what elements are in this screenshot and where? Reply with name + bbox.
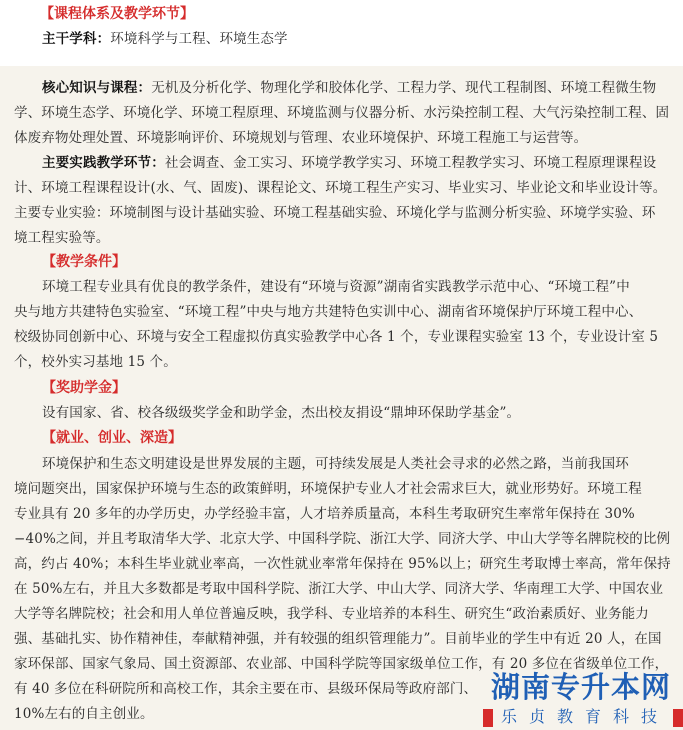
core-line-2: 学、环境生态学、环境化学、环境工程原理、环境监测与仪器分析、水污染控制工程、大气污染控制工程、固 (14, 105, 670, 121)
career-line-7: 大学等名牌院校；社会和用人单位普遍反映，我学科、专业培养的本科生、研究生“政治素质好、业务能力 (14, 606, 649, 622)
practice-line-2: 计、环境工程课程设计(水、气、固废)、课程论文、环境工程生产实习、毕业实习、毕业论文和毕业设计等。 (14, 180, 667, 196)
curriculum-header: 【课程体系及教学环节】 (40, 6, 194, 22)
practice-line-1 (42, 153, 656, 173)
conditions-line-2: 央与地方共建特色实验室、“环境工程”中央与地方共建特色实训中心、湖南省环境保护厅环境工程中心、 (14, 304, 643, 320)
career-line-4: −40%之间，并且考取清华大学、北京大学、中国科学院、浙江大学、同济大学、中山大学等名牌院校的比例 (14, 531, 671, 547)
core-label: 核心知识与课程： (42, 80, 152, 96)
core-text-1: 无机及分析化学、物理化学和胶体化学、工程力学、现代工程制图、环境工程微生物 (151, 80, 657, 96)
career-line-3: 专业具有 20 多年的办学历史，办学经验丰富，人才培养质量高，本科生考取研究生率常年保持在 30% (14, 506, 635, 522)
career-line-8: 强、基础扎实、协作精神佳，奉献精神强，并有较强的组织管理能力”。目前毕业的学生中有近 20 人，在国 (14, 631, 662, 647)
career-line-2: 境问题突出，国家保护环境与生态的政策鲜明，环境保护专业人才社会需求巨大，就业形势好。环境工程 (14, 481, 642, 497)
conditions-header: 【教学条件】 (42, 254, 126, 270)
career-line-10: 有 40 多位在科研院所和高校工作，其余主要在市、县级环保局等政府部门、 (14, 681, 478, 697)
career-line-9: 家环保部、国家气象局、国土资源部、农业部、中国科学院等国家级单位工作，有 20 多位在省级单位工作， (14, 656, 669, 672)
scholarship-line-1: 设有国家、省、校各级级奖学金和助学金，杰出校友捐设“鼎坤环保助学基金”。 (42, 405, 521, 421)
watermark-title: 湖南专升本网 (491, 670, 672, 704)
career-line-1: 环境保护和生态文明建设是世界发展的主题，可持续发展是人类社会寻求的必然之路，当前我国环 (42, 456, 629, 472)
conditions-line-1: 环境工程专业具有优良的教学条件，建设有“环境与资源”湖南省实践教学示范中心、“环境工程”中 (42, 279, 630, 295)
practice-line-3: 主要专业实验：环境制图与设计基础实验、环境工程基础实验、环境化学与监测分析实验、环境学实验、环 (14, 205, 656, 221)
practice-label: 主要实践教学环节： (42, 155, 165, 171)
practice-line-4: 境工程实验等。 (14, 230, 110, 246)
career-line-5: 高，约占 40%；本科生毕业就业率高，一次性就业率常年保持在 95%以上；研究生考取博士率高，常年保持 (14, 556, 671, 572)
watermark-subtitle: 乐贞教育科技 (501, 707, 670, 726)
conditions-line-4: 个，校外实习基地 15 个。 (14, 354, 177, 370)
watermark-bar-right (673, 709, 683, 727)
main-subject-line (42, 29, 288, 49)
core-line-1 (42, 78, 656, 98)
watermark-bar-left (483, 709, 493, 727)
main-subject-text: 环境科学与工程、环境生态学 (110, 31, 288, 47)
career-line-11: 10%左右的自主创业。 (14, 706, 154, 722)
site-watermark (483, 670, 683, 730)
practice-text-1: 社会调查、金工实习、环境学教学实习、环境工程教学实习、环境工程原理课程设 (164, 155, 657, 171)
career-header: 【就业、创业、深造】 (42, 430, 182, 446)
career-line-6: 在 50%左右，并且大多数都是考取中国科学院、浙江大学、中山大学、同济大学、华南理工大学、中国农业 (14, 581, 664, 597)
core-line-3: 体废弃物处理处置、环境影响评价、环境规划与管理、农业环境保护、环境工程施工与运营等。 (14, 130, 588, 146)
scholarship-header: 【奖助学金】 (42, 380, 126, 396)
conditions-line-3: 校级协同创新中心、环境与安全工程虚拟仿真实验教学中心各 1 个，专业课程实验室 13 个，专业设计室 5 (14, 329, 659, 345)
main-subject-label: 主干学科： (42, 31, 111, 47)
